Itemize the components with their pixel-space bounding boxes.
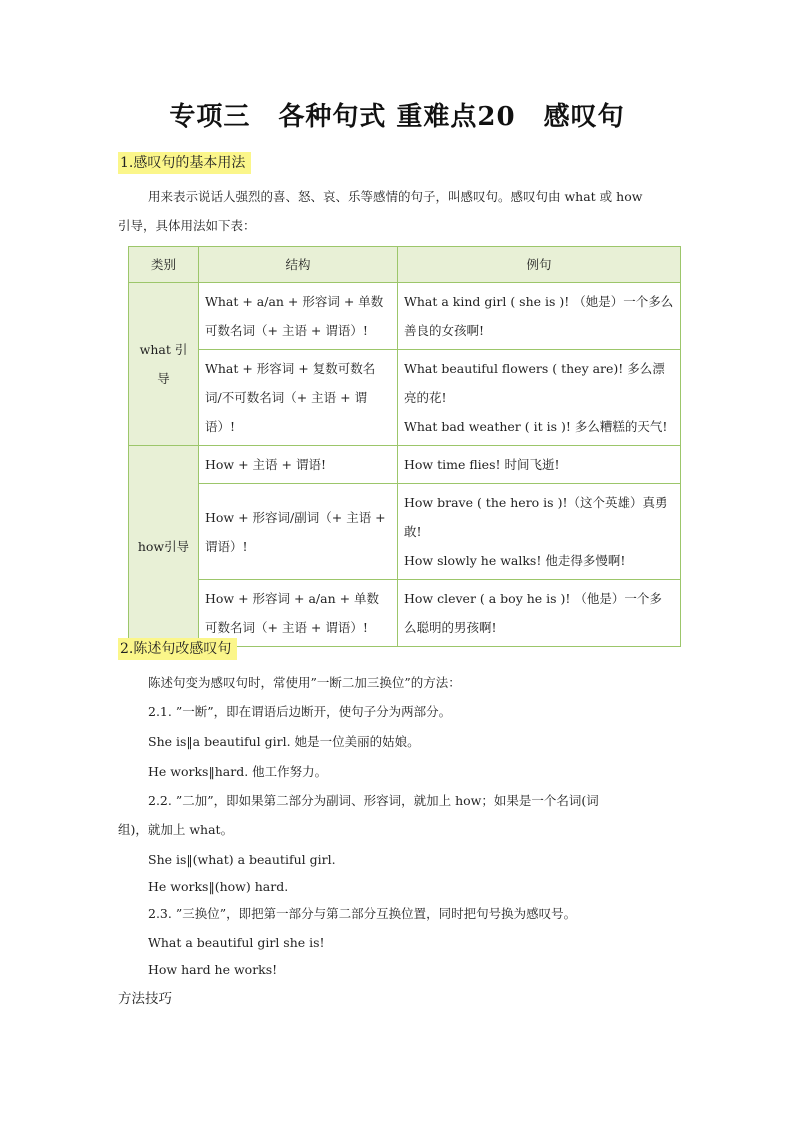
structure-cell: How + 形容词 + a/an + 单数可数名词（+ 主语 + 谓语）! bbox=[199, 580, 398, 647]
example-line: What beautiful flowers ( they are)! 多么漂亮的花! bbox=[404, 361, 665, 405]
example-line: How clever ( a boy he is )! （他是）一个多么聪明的男孩啊! bbox=[404, 591, 662, 635]
header-example: 例句 bbox=[398, 247, 681, 283]
section-2-heading: 2.陈述句改感叹句 bbox=[118, 638, 237, 660]
page-title bbox=[0, 96, 794, 133]
step-1: 2.1. ”一断”，即在谓语后边断开，使句子分为两部分。 bbox=[148, 704, 452, 719]
tips-heading: 方法技巧 bbox=[118, 991, 172, 1007]
structure-cell: What + a/an + 形容词 + 单数可数名词（+ 主语 + 谓语）! bbox=[199, 283, 398, 350]
example-1b: He works‖hard. 他工作努力。 bbox=[148, 764, 328, 779]
example-line: What bad weather ( it is )! 多么糟糕的天气! bbox=[404, 419, 668, 434]
category-how bbox=[129, 446, 199, 647]
table-row bbox=[129, 283, 681, 350]
section-1-intro-line-2: 引导，具体用法如下表： bbox=[118, 218, 256, 233]
category-label: how引导 bbox=[137, 538, 190, 554]
usage-table bbox=[128, 246, 681, 647]
category-what bbox=[129, 283, 199, 446]
header-category: 类别 bbox=[129, 247, 199, 283]
title-part-3: 感叹句 bbox=[543, 102, 625, 132]
structure-cell: How + 主语 + 谓语! bbox=[199, 446, 398, 484]
example-cell bbox=[398, 484, 681, 580]
table-row bbox=[129, 580, 681, 647]
example-line: How slowly he walks! 他走得多慢啊! bbox=[404, 553, 626, 568]
section-1-intro-line-1: 用来表示说话人强烈的喜、怒、哀、乐等感情的句子，叫感叹句。感叹句由 what 或 how bbox=[148, 189, 643, 204]
example-cell bbox=[398, 446, 681, 484]
section-2-intro: 陈述句变为感叹句时，常使用”一断二加三换位”的方法： bbox=[148, 675, 461, 690]
step-2-line-2: 组)，就加上 what。 bbox=[118, 822, 234, 837]
structure-cell: How + 形容词/副词（+ 主语 + 谓语）! bbox=[199, 484, 398, 580]
step-2-line-1: 2.2. ”二加”，即如果第二部分为副词、形容词，就加上 how；如果是一个名词(词 bbox=[148, 793, 599, 808]
example-3a: What a beautiful girl she is! bbox=[148, 935, 325, 950]
example-2a: She is‖(what) a beautiful girl. bbox=[148, 852, 336, 867]
example-cell bbox=[398, 580, 681, 647]
table-row bbox=[129, 350, 681, 446]
example-cell bbox=[398, 283, 681, 350]
example-line: How time flies! 时间飞逝! bbox=[404, 457, 560, 472]
title-part-1: 专项三 bbox=[169, 102, 251, 132]
example-line: How brave ( the hero is )!（这个英雄）真勇敢! bbox=[404, 495, 668, 539]
table-row bbox=[129, 484, 681, 580]
example-cell bbox=[398, 350, 681, 446]
example-line: What a kind girl ( she is )! （她是）一个多么善良的女孩啊! bbox=[404, 294, 674, 338]
title-part-2: 各种句式 重难点20 bbox=[278, 102, 516, 132]
example-1a: She is‖a beautiful girl. 她是一位美丽的姑娘。 bbox=[148, 734, 420, 749]
header-structure: 结构 bbox=[199, 247, 398, 283]
structure-cell: What + 形容词 + 复数可数名词/不可数名词（+ 主语 + 谓语）! bbox=[199, 350, 398, 446]
table-row bbox=[129, 446, 681, 484]
example-2b: He works‖(how) hard. bbox=[148, 879, 289, 894]
category-label: what 引导 bbox=[139, 342, 188, 386]
table-header-row bbox=[129, 247, 681, 283]
section-1-heading: 1.感叹句的基本用法 bbox=[118, 152, 251, 174]
example-3b: How hard he works! bbox=[148, 962, 278, 977]
step-3: 2.3. ”三换位”，即把第一部分与第二部分互换位置，同时把句号换为感叹号。 bbox=[148, 906, 577, 921]
